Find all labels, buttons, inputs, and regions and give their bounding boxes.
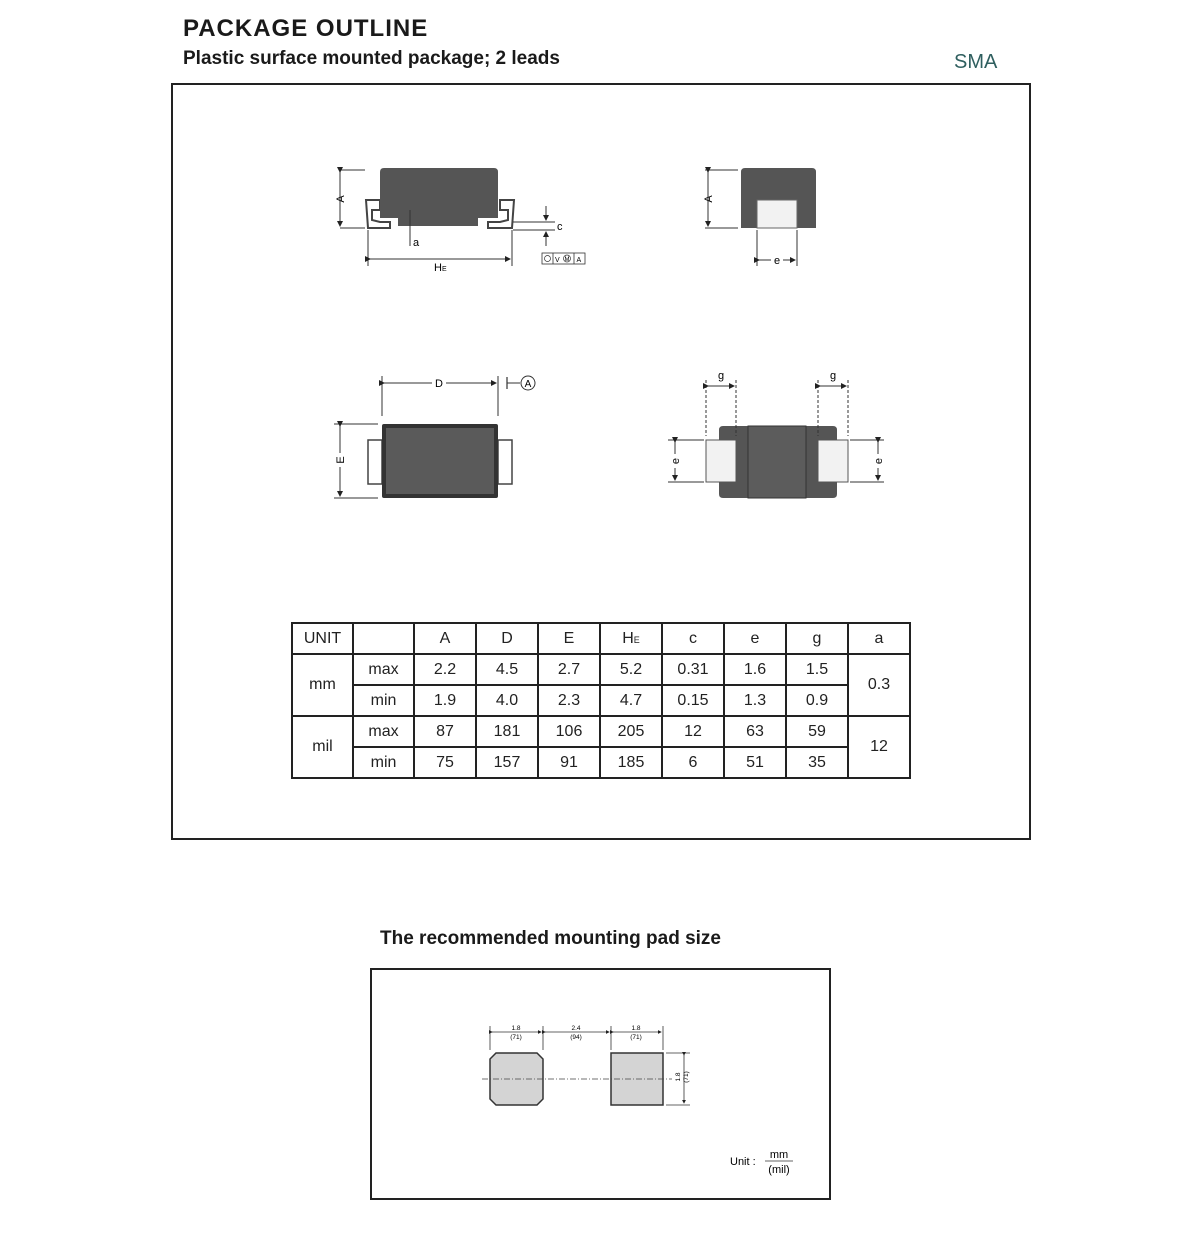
pad-section-title: The recommended mounting pad size [380,928,721,949]
table-header-cell: c [662,623,724,654]
table-cell: 1.3 [724,685,786,716]
unit-cell: mil [292,716,353,778]
pad-dim2-mm: 2.4 [571,1025,581,1032]
label-g-left: g [717,370,725,382]
table-header-cell: UNIT [292,623,353,654]
page-title: PACKAGE OUTLINE [183,15,429,42]
table-header-cell: D [476,623,538,654]
pad-dim2-mil: (94) [570,1034,582,1041]
table-cell: 1.5 [786,654,848,685]
label-e-right: e [873,457,885,465]
table-cell: 1.6 [724,654,786,685]
pad-dim3-mm: 1.8 [631,1025,641,1032]
table-cell: 1.9 [414,685,476,716]
pad-dim1-mm: 1.8 [511,1025,521,1032]
unit-cell: mm [292,654,353,716]
tol-a: A [576,257,582,264]
table-cell: 185 [600,747,662,778]
label-e-upper: E [335,456,347,464]
table-cell: 2.3 [538,685,600,716]
label-a-end: A [703,195,715,203]
unit-denominator: (mil) [768,1164,790,1176]
tol-v: V [555,257,560,264]
table-cell: min [353,747,414,778]
datum-label: A [524,379,532,390]
table-cell: 5.2 [600,654,662,685]
label-he: H [434,262,442,274]
table-cell: 2.7 [538,654,600,685]
table-cell: 2.2 [414,654,476,685]
a-cell: 12 [848,716,910,778]
tol-m: M [564,257,570,263]
table-header-cell: E [538,623,600,654]
table-header-cell: g [786,623,848,654]
table-cell: 0.15 [662,685,724,716]
table-cell: min [353,685,414,716]
table-cell: 157 [476,747,538,778]
table-cell: 0.31 [662,654,724,685]
unit-label: Unit : [730,1156,756,1168]
table-cell: 106 [538,716,600,747]
table-cell: 181 [476,716,538,747]
pad-dim3-mil: (71) [630,1034,642,1041]
table-header-cell: e [724,623,786,654]
table-header-cell: a [848,623,910,654]
table-cell: 12 [662,716,724,747]
label-c: c [557,221,563,233]
table-cell: max [353,716,414,747]
table-cell: 6 [662,747,724,778]
label-a-lower: a [413,237,420,249]
table-cell: 4.0 [476,685,538,716]
table-cell: 87 [414,716,476,747]
table-cell: 59 [786,716,848,747]
label-e-end: e [773,255,781,267]
pad-dim4-mil: (71) [683,1071,690,1083]
he-main: H [622,629,634,647]
table-cell: 0.9 [786,685,848,716]
pad-dim4-mm: 1.8 [675,1072,682,1082]
label-a-upper: A [335,195,347,203]
table-cell: 51 [724,747,786,778]
pad-dim1-mil: (71) [510,1034,522,1041]
table-cell: 4.5 [476,654,538,685]
label-d: D [435,378,443,390]
table-cell: 63 [724,716,786,747]
a-cell: 0.3 [848,654,910,716]
page-subtitle: Plastic surface mounted package; 2 leads [183,48,560,69]
table-cell: 75 [414,747,476,778]
label-he-sub: E [441,266,447,273]
unit-numerator: mm [769,1149,789,1161]
label-e-left: e [670,457,682,465]
label-g-right: g [829,370,837,382]
table-cell: max [353,654,414,685]
he-sub: E [633,634,640,645]
table-cell: 91 [538,747,600,778]
package-code: SMA [954,51,998,73]
table-cell: 4.7 [600,685,662,716]
table-cell: 205 [600,716,662,747]
table-header-cell: A [414,623,476,654]
table-cell: 35 [786,747,848,778]
